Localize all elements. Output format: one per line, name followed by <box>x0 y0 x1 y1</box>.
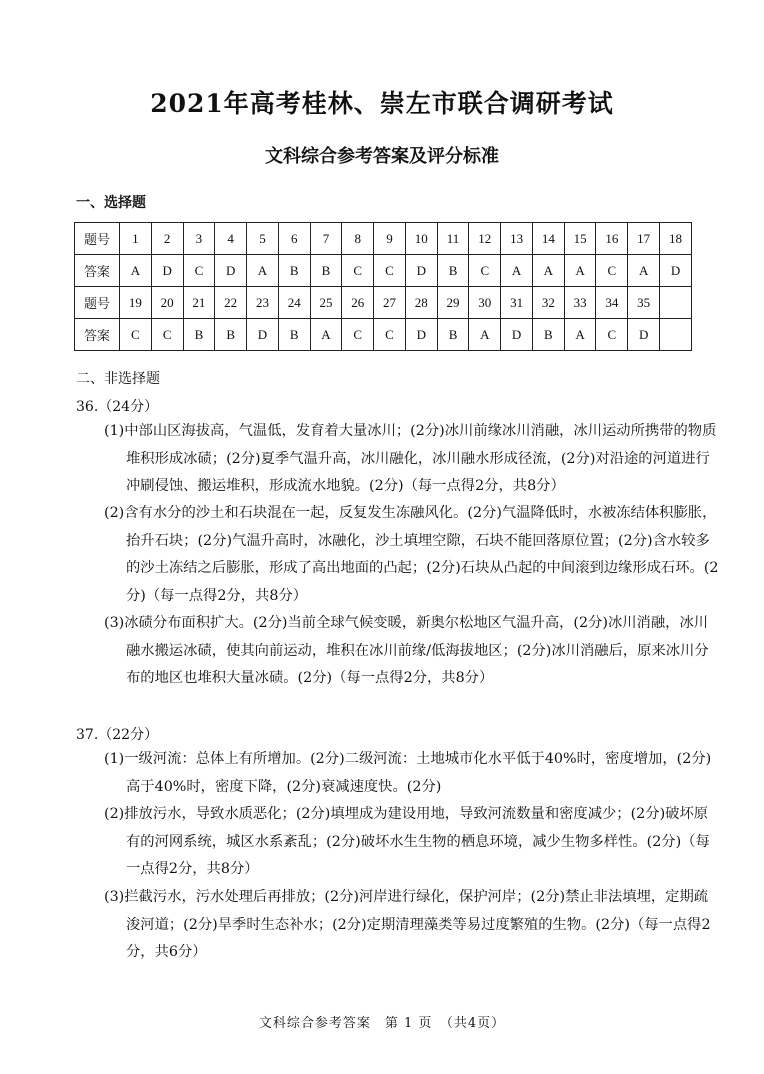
table-cell: 35 <box>628 287 660 319</box>
table-cell: 23 <box>247 287 279 319</box>
table-cell: 18 <box>660 223 692 255</box>
table-cell: 29 <box>437 287 469 319</box>
table-cell: D <box>501 319 533 351</box>
table-cell: A <box>532 255 564 287</box>
table-cell: 5 <box>247 223 279 255</box>
table-cell: 10 <box>405 223 437 255</box>
table-cell: D <box>628 319 660 351</box>
table-cell: C <box>374 255 406 287</box>
row-label: 题号 <box>75 223 120 255</box>
table-cell: 8 <box>342 223 374 255</box>
question-36-part-2: (2)含有水分的沙土和石块混在一起，反复发生冻融风化。(2分)气温降低时，水被冻结体积膨胀，抬升石块；(2分)气温升高时，冰融化，沙土填埋空隙，石块不能回落原位置；(2分)含水较多的沙土冻结之后膨胀，形成了高出地面的凸起；(2分)石块从凸起的中间滚到边缘形成石环。(2分)（每一点得2分，共8分） <box>104 505 719 604</box>
table-cell: 28 <box>405 287 437 319</box>
question-37-part-2: (2)排放污水，导致水质恶化；(2分)填埋成为建设用地，导致河流数量和密度减少；(2分)破坏原有的河网系统，城区水系紊乱；(2分)破坏水生生物的栖息环境，减少生物多样性。(2分)（每一点得2分，共8分） <box>104 806 710 877</box>
table-cell: 25 <box>310 287 342 319</box>
table-cell: B <box>532 319 564 351</box>
table-cell: 31 <box>501 287 533 319</box>
table-cell: A <box>564 319 596 351</box>
table-cell: B <box>278 319 310 351</box>
table-cell: B <box>278 255 310 287</box>
table-cell: D <box>247 319 279 351</box>
question-37-heading: 37.（22分） <box>76 727 159 743</box>
table-cell: A <box>469 319 501 351</box>
table-cell: 30 <box>469 287 501 319</box>
table-row-answers-1 <box>75 255 692 287</box>
table-cell: B <box>215 319 247 351</box>
table-cell: 13 <box>501 223 533 255</box>
table-cell: 26 <box>342 287 374 319</box>
row-label: 答案 <box>75 319 120 351</box>
table-cell: A <box>247 255 279 287</box>
table-cell: 12 <box>469 223 501 255</box>
question-37-part-3: (3)拦截污水，污水处理后再排放；(2分)河岸进行绿化，保护河岸；(2分)禁止非法填埋，定期疏浚河道；(2分)旱季时生态补水；(2分)定期清理藻类等易过度繁殖的生物。(2分)（每一点得2分，共6分） <box>104 889 711 960</box>
table-cell: D <box>405 255 437 287</box>
table-cell: C <box>596 319 628 351</box>
table-cell: 15 <box>564 223 596 255</box>
table-cell: B <box>310 255 342 287</box>
table-cell <box>660 319 692 351</box>
table-cell: B <box>437 319 469 351</box>
table-cell: A <box>501 255 533 287</box>
row-label: 题号 <box>75 287 120 319</box>
table-cell: 24 <box>278 287 310 319</box>
question-37-part-1: (1)一级河流：总体上有所增加。(2分)二级河流：土地城市化水平低于40%时，密度增加，(2分)高于40%时，密度下降，(2分)衰减速度快。(2分) <box>104 751 712 795</box>
page-subtitle: 文科综合参考答案及评分标准 <box>265 146 499 167</box>
table-cell: 20 <box>151 287 183 319</box>
table-cell: 34 <box>596 287 628 319</box>
row-label: 答案 <box>75 255 120 287</box>
table-cell: 14 <box>532 223 564 255</box>
table-cell: 9 <box>374 223 406 255</box>
table-cell: C <box>342 255 374 287</box>
table-cell: 3 <box>183 223 215 255</box>
table-cell: 33 <box>564 287 596 319</box>
table-cell: C <box>151 319 183 351</box>
table-cell: A <box>120 255 152 287</box>
table-row-numbers-2 <box>75 287 692 319</box>
table-cell: D <box>151 255 183 287</box>
table-cell: 17 <box>628 223 660 255</box>
table-cell: A <box>564 255 596 287</box>
table-cell: 32 <box>532 287 564 319</box>
table-cell: D <box>215 255 247 287</box>
question-36-part-1: (1)中部山区海拔高，气温低，发育着大量冰川；(2分)冰川前缘冰川消融，冰川运动所携带的物质堆积形成冰碛；(2分)夏季气温升高，冰川融化，冰川融水形成径流，(2分)对沿途的河道进行冲刷侵蚀、搬运堆积，形成流水地貌。(2分)（每一点得2分，共8分） <box>104 423 717 494</box>
table-cell: C <box>183 255 215 287</box>
table-cell: C <box>120 319 152 351</box>
table-cell: 7 <box>310 223 342 255</box>
section-heading-nonchoice: 二、非选择题 <box>76 371 160 387</box>
question-36-heading: 36.（24分） <box>76 399 159 415</box>
section-heading-choice: 一、选择题 <box>76 195 146 211</box>
table-cell: 16 <box>596 223 628 255</box>
table-cell: 4 <box>215 223 247 255</box>
page-title: 2021年高考桂林、崇左市联合调研考试 <box>150 89 614 118</box>
table-cell: D <box>660 255 692 287</box>
table-cell: 6 <box>278 223 310 255</box>
table-cell: D <box>405 319 437 351</box>
table-cell: A <box>628 255 660 287</box>
table-cell: A <box>310 319 342 351</box>
table-cell: 21 <box>183 287 215 319</box>
table-cell: B <box>183 319 215 351</box>
table-cell: C <box>374 319 406 351</box>
answer-table <box>74 222 692 351</box>
table-cell: 27 <box>374 287 406 319</box>
table-row-answers-2 <box>75 319 692 351</box>
page-footer: 文科综合参考答案 第 1 页 （共4页） <box>258 1016 506 1031</box>
table-cell: 2 <box>151 223 183 255</box>
table-cell: C <box>342 319 374 351</box>
table-row-numbers-1 <box>75 223 692 255</box>
question-36-part-3: (3)冰碛分布面积扩大。(2分)当前全球气候变暖，新奥尔松地区气温升高，(2分)冰川消融，冰川融水搬运冰碛，使其向前运动，堆积在冰川前缘/低海拔地区；(2分)冰川消融后，原来冰川分布的地区也堆积大量冰碛。(2分)（每一点得2分，共8分） <box>104 615 709 686</box>
table-cell: 11 <box>437 223 469 255</box>
table-cell: 1 <box>120 223 152 255</box>
table-cell: 22 <box>215 287 247 319</box>
table-cell <box>660 287 692 319</box>
table-cell: 19 <box>120 287 152 319</box>
table-cell: C <box>469 255 501 287</box>
table-cell: B <box>437 255 469 287</box>
table-cell: C <box>596 255 628 287</box>
